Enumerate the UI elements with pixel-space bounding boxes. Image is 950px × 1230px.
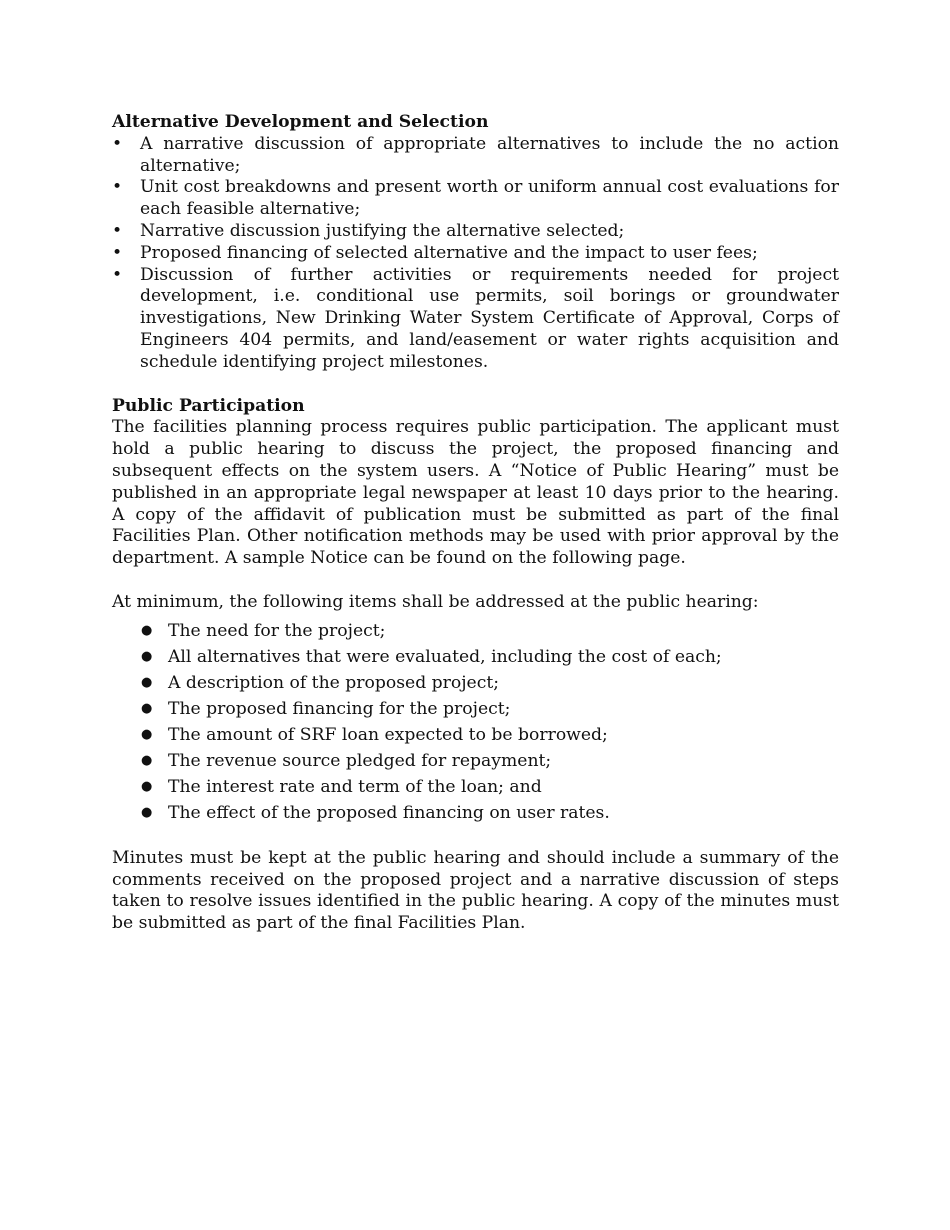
- section-heading-alternatives: Alternative Development and Selection: [112, 112, 489, 132]
- list-item: ● The revenue source pledged for repayment;: [112, 748, 839, 774]
- list-item: ● All alternatives that were evaluated, including the cost of each;: [112, 644, 839, 670]
- list-item: ● A description of the proposed project;: [112, 670, 839, 696]
- paragraph-public-hearing: The facilities planning process requires public participation. The applicant must hold a public hearing to discuss the project, the proposed financing and subsequent effects on the system users. A “Notice of Public Hearing” must be published in an appropriate legal newspaper at least 10 days prior to the hearing. A copy of the affidavit of publication must be submitted as part of the final Facilities Plan. Other notification methods may be used with prior approval by the department. A sample Notice can be found on the following page.: [112, 417, 839, 569]
- list-item: • A narrative discussion of appropriate alternatives to include the no action alternative;: [112, 134, 839, 178]
- list-item: ● The effect of the proposed financing on user rates.: [112, 800, 839, 826]
- list-item: ● The amount of SRF loan expected to be borrowed;: [112, 722, 839, 748]
- list-item: • Narrative discussion justifying the alternative selected;: [112, 221, 839, 243]
- list-item: ● The interest rate and term of the loan; and: [112, 774, 839, 800]
- hearing-items-list: [112, 618, 839, 826]
- list-item: • Unit cost breakdowns and present worth or uniform annual cost evaluations for each feasible alternative;: [112, 177, 839, 221]
- section-heading-public-participation: Public Participation: [112, 395, 305, 416]
- alternatives-list: [112, 134, 839, 374]
- paragraph-minutes: Minutes must be kept at the public hearing and should include a summary of the comments received on the proposed project and a narrative discussion of steps taken to resolve issues identified in the public hearing. A copy of the minutes must be submitted as part of the final Facilities Plan.: [112, 847, 839, 934]
- list-item: • Discussion of further activities or requirements needed for project development, i.e. conditional use permits, soil borings or groundwater investigations, New Drinking Water System Certificate of Approval, Corps of Engineers 404 permits, and land/easement or water rights acquisition and schedule identifying project milestones.: [112, 265, 839, 374]
- list-item: ● The need for the project;: [112, 618, 839, 644]
- paragraph-intro: At minimum, the following items shall be addressed at the public hearing:: [112, 591, 759, 612]
- list-item: • Proposed financing of selected alternative and the impact to user fees;: [112, 243, 839, 265]
- list-item: ● The proposed financing for the project;: [112, 696, 839, 722]
- document-page: [112, 112, 839, 935]
